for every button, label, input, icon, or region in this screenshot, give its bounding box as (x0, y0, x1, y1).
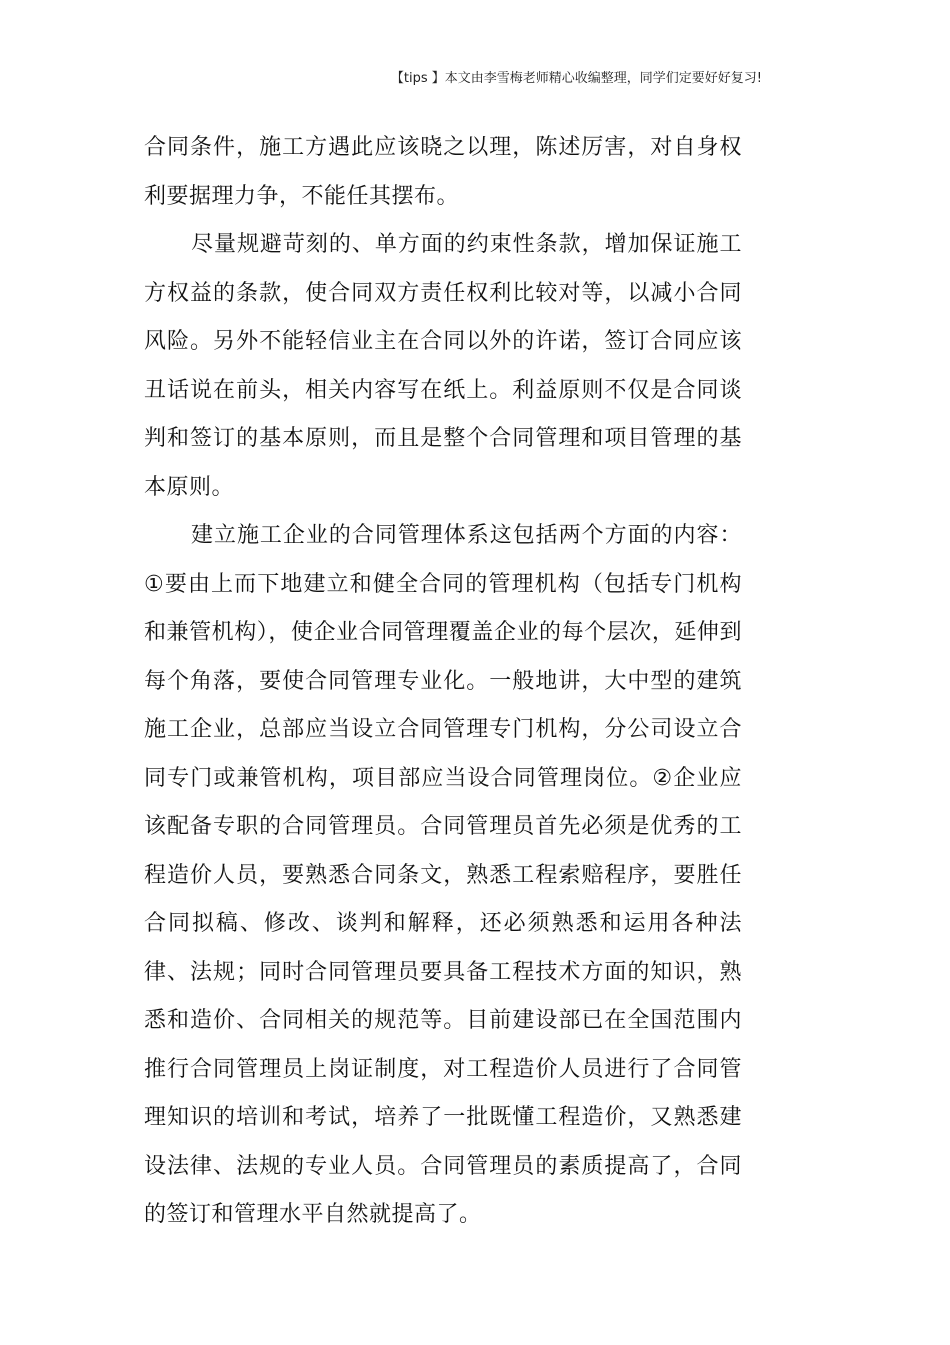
paragraph-continuation: 合同条件，施工方遇此应该晓之以理，陈述厉害，对自身权利要据理力争，不能任其摆布。 (144, 135, 742, 209)
paragraph-management-system: 建立施工企业的合同管理体系这包括两个方面的内容：①要由上而下地建立和健全合同的管理机构（包括专门机构和兼管机构），使企业合同管理覆盖企业的每个层次，延伸到每个角落，要使合同管理专业化。一般地讲，大中型的建筑施工企业，总部应当设立合同管理专门机构，分公司设立合同专门或兼管机构，项目部应当设合同管理岗位。②企业应该配备专职的合同管理员。合同管理员首先必须是优秀的工程造价人员，要熟悉合同条文，熟悉工程索赔程序，要胜任合同拟稿、修改、谈判和解释，还必须熟悉和运用各种法律、法规；同时合同管理员要具备工程技术方面的知识，熟悉和造价、合同相关的规范等。目前建设部已在全国范围内推行合同管理员上岗证制度，对工程造价人员进行了合同管理知识的培训和考试，培养了一批既懂工程造价，又熟悉建设法律、法规的专业人员。合同管理员的素质提高了，合同的签订和管理水平自然就提高了。 (144, 523, 742, 1227)
body-text (144, 124, 742, 1240)
paragraph-contract-terms: 尽量规避苛刻的、单方面的约束性条款，增加保证施工方权益的条款，使合同双方责任权利比较对等，以减小合同风险。另外不能轻信业主在合同以外的许诺，签订合同应该丑话说在前头，相关内容写在纸上。利益原则不仅是合同谈判和签订的基本原则，而且是整个合同管理和项目管理的基本原则。 (144, 232, 742, 500)
header-tip: 【tips 】本文由李雪梅老师精心收编整理，同学们定要好好复习! (390, 71, 762, 86)
